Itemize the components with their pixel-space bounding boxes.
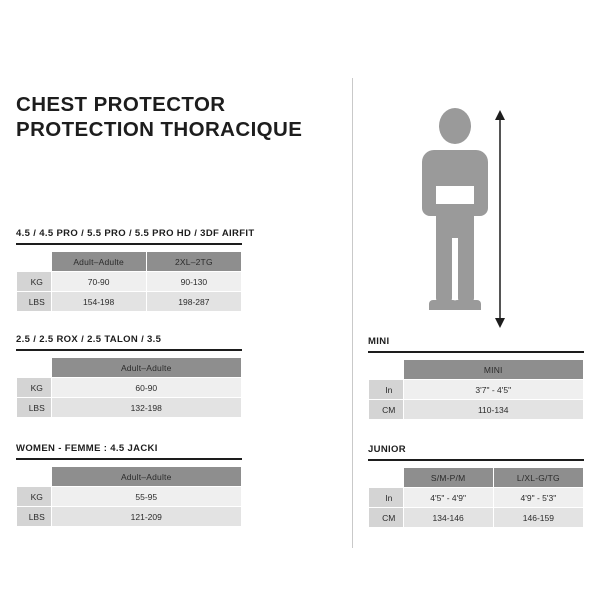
size-table bbox=[16, 466, 242, 527]
page-title bbox=[16, 92, 336, 142]
table-row bbox=[17, 507, 242, 527]
section-heading: MINI bbox=[368, 336, 584, 353]
size-table bbox=[16, 357, 242, 418]
table-header-row bbox=[17, 252, 242, 272]
column-divider bbox=[352, 78, 353, 548]
cell-cm-lxl: 146-159 bbox=[493, 508, 583, 528]
size-table bbox=[16, 251, 242, 312]
table-row bbox=[17, 272, 242, 292]
cell-kg-2xl: 90-130 bbox=[146, 272, 241, 292]
cell-cm-sm: 134-146 bbox=[403, 508, 493, 528]
table-row bbox=[17, 378, 242, 398]
cell-in-sm: 4'5" - 4'9" bbox=[403, 488, 493, 508]
row-label-in: In bbox=[369, 380, 404, 400]
height-measure-arrow bbox=[492, 110, 508, 328]
page-title-line-2: PROTECTION THORACIQUE bbox=[16, 118, 303, 141]
column-header-adult: Adult–Adulte bbox=[51, 467, 242, 487]
section-heading: 2.5 / 2.5 ROX / 2.5 TALON / 3.5 bbox=[16, 334, 242, 351]
cell-lbs-2xl: 198-287 bbox=[146, 292, 241, 312]
section-chest-protector-adult bbox=[16, 228, 255, 312]
cell-in-lxl: 4'9" - 5'3" bbox=[493, 488, 583, 508]
row-label-kg: KG bbox=[17, 378, 52, 398]
section-chest-protector-25 bbox=[16, 334, 242, 418]
row-label-cm: CM bbox=[369, 400, 404, 420]
row-label-in: In bbox=[369, 488, 404, 508]
table-corner-cell bbox=[17, 467, 52, 487]
section-junior bbox=[368, 444, 584, 528]
cell-lbs-adult: 121-209 bbox=[51, 507, 242, 527]
row-label-lbs: LBS bbox=[17, 507, 52, 527]
cell-lbs-adult: 132-198 bbox=[51, 398, 242, 418]
column-header-lxl: L/XL-G/TG bbox=[493, 468, 583, 488]
table-row bbox=[17, 487, 242, 507]
size-table bbox=[368, 467, 584, 528]
table-header-row bbox=[369, 468, 584, 488]
table-row bbox=[369, 488, 584, 508]
cell-in-mini: 3'7" - 4'5" bbox=[403, 380, 584, 400]
table-header-row bbox=[17, 358, 242, 378]
column-header-2xl: 2XL–2TG bbox=[146, 252, 241, 272]
row-label-kg: KG bbox=[17, 272, 52, 292]
cell-kg-adult: 55-95 bbox=[51, 487, 242, 507]
table-row bbox=[17, 292, 242, 312]
table-header-row bbox=[369, 360, 584, 380]
row-label-kg: KG bbox=[17, 487, 52, 507]
section-heading: WOMEN - FEMME : 4.5 JACKI bbox=[16, 443, 242, 460]
table-corner-cell bbox=[369, 468, 404, 488]
section-women-jacki bbox=[16, 443, 242, 527]
table-corner-cell bbox=[17, 252, 52, 272]
table-corner-cell bbox=[369, 360, 404, 380]
section-mini bbox=[368, 336, 584, 420]
column-header-adult: Adult–Adulte bbox=[51, 252, 146, 272]
table-row bbox=[369, 508, 584, 528]
table-row bbox=[369, 400, 584, 420]
cell-kg-adult: 70-90 bbox=[51, 272, 146, 292]
table-row bbox=[17, 398, 242, 418]
column-header-mini: MINI bbox=[403, 360, 584, 380]
size-table bbox=[368, 359, 584, 420]
height-measure-arrow-icon bbox=[492, 110, 508, 328]
cell-kg-adult: 60-90 bbox=[51, 378, 242, 398]
column-header-sm: S/M-P/M bbox=[403, 468, 493, 488]
section-heading: 4.5 / 4.5 PRO / 5.5 PRO / 5.5 PRO HD / 3DF AIRFIT bbox=[16, 228, 242, 245]
cell-lbs-adult: 154-198 bbox=[51, 292, 146, 312]
table-row bbox=[369, 380, 584, 400]
row-label-lbs: LBS bbox=[17, 398, 52, 418]
row-label-lbs: LBS bbox=[17, 292, 52, 312]
cell-cm-mini: 110-134 bbox=[403, 400, 584, 420]
table-corner-cell bbox=[17, 358, 52, 378]
page-title-line-1: CHEST PROTECTOR bbox=[16, 93, 226, 116]
column-header-adult: Adult–Adulte bbox=[51, 358, 242, 378]
section-heading: JUNIOR bbox=[368, 444, 584, 461]
table-header-row bbox=[17, 467, 242, 487]
row-label-cm: CM bbox=[369, 508, 404, 528]
